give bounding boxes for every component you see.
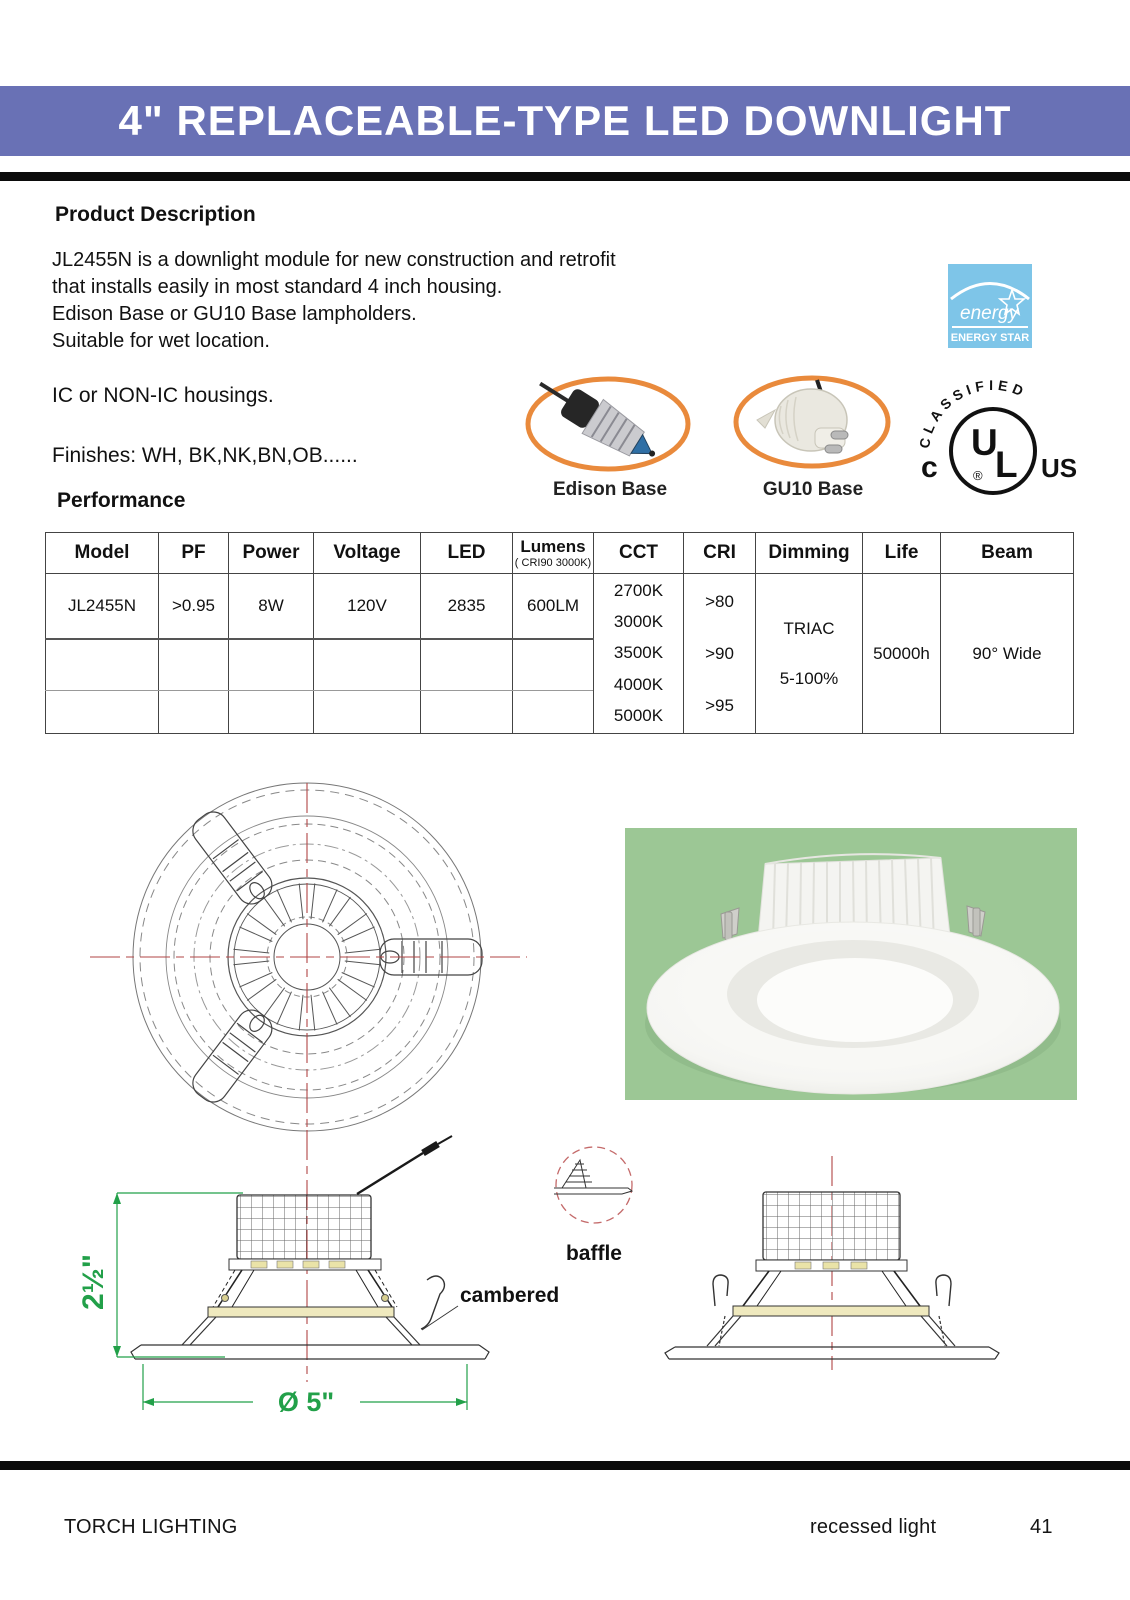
ic-housings-line: IC or NON-IC housings. (52, 384, 274, 407)
cell-life: 50000h (863, 574, 941, 734)
footer-page-number: 41 (1030, 1516, 1053, 1538)
cell-beam: 90° Wide (941, 574, 1074, 734)
cell-voltage: 120V (314, 574, 421, 640)
product-description-heading: Product Description (55, 203, 256, 226)
svg-text:L: L (995, 444, 1018, 485)
svg-text:ENERGY STAR: ENERGY STAR (950, 332, 1030, 344)
svg-text:US: US (1041, 453, 1078, 483)
gu10-base-label: GU10 Base (762, 479, 864, 500)
ul-classified-icon (903, 376, 1083, 498)
col-header: CRI (684, 533, 756, 574)
height-dim-label: 2½" (77, 1254, 110, 1310)
page-title: 4" REPLACEABLE-TYPE LED DOWNLIGHT (118, 97, 1012, 144)
description-line: JL2455N is a downlight module for new construction and retrofit (52, 249, 616, 271)
cell-led: 2835 (421, 574, 513, 640)
bottom-divider (0, 1461, 1130, 1470)
product-description-text (52, 247, 852, 355)
svg-text:c: c (921, 451, 938, 484)
cell-cri: >80 >90 >95 (684, 574, 756, 734)
col-header: CCT (594, 533, 684, 574)
side-view-plain (645, 1150, 1075, 1400)
cell-cct: 2700K 3000K 3500K 4000K 5000K (594, 574, 684, 734)
cambered-label: cambered (460, 1284, 560, 1307)
svg-text:U: U (971, 422, 998, 463)
baffle-label: baffle (565, 1242, 623, 1265)
cell-model: JL2455N (46, 574, 159, 640)
edison-base-label: Edison Base (552, 479, 668, 500)
edison-base-image (518, 376, 698, 481)
cambered-clip (421, 1276, 444, 1329)
description-line: Edison Base or GU10 Base lampholders. (52, 303, 417, 325)
page-header-band (0, 86, 1130, 156)
diameter-dim-label: Ø 5" (277, 1387, 335, 1417)
col-header: Dimming (756, 533, 863, 574)
height-dimension (117, 1193, 243, 1357)
gu10-base-image (727, 376, 897, 481)
svg-text:®: ® (973, 468, 983, 483)
table-header-row (46, 533, 1074, 574)
table-row (46, 574, 1074, 640)
cell-lumens: 600LM (513, 574, 594, 640)
product-photo (625, 828, 1077, 1100)
col-header: LED (421, 533, 513, 574)
col-header: Power (229, 533, 314, 574)
top-view-drawing (90, 775, 530, 1135)
side-view-dimensioned (75, 1130, 585, 1440)
performance-heading: Performance (57, 489, 186, 512)
footer-section: recessed light (810, 1516, 937, 1538)
cell-dimming: TRIAC 5-100% (756, 574, 863, 734)
col-header: Life (863, 533, 941, 574)
cell-power: 8W (229, 574, 314, 640)
footer-company: TORCH LIGHTING (64, 1516, 238, 1538)
col-header: PF (159, 533, 229, 574)
baffle-detail (540, 1130, 660, 1270)
svg-text:CLASSIFIED: CLASSIFIED (916, 376, 1030, 450)
lumens-note: ( CRI90 3000K) (514, 557, 592, 569)
svg-text:energy: energy (960, 303, 1019, 324)
col-header: Model (46, 533, 159, 574)
finishes-line: Finishes: WH, BK,NK,BN,OB...... (52, 444, 358, 467)
centerlines (90, 783, 527, 1127)
col-header: Voltage (314, 533, 421, 574)
energy-star-icon (948, 264, 1032, 348)
top-divider (0, 172, 1130, 181)
col-header: Beam (941, 533, 1074, 574)
description-line: that installs easily in most standard 4 inch housing. (52, 276, 503, 298)
col-header-lumens: Lumens ( CRI90 3000K) (513, 533, 594, 574)
description-line: Suitable for wet location. (52, 330, 270, 352)
performance-table (45, 532, 1074, 734)
cell-pf: >0.95 (159, 574, 229, 640)
